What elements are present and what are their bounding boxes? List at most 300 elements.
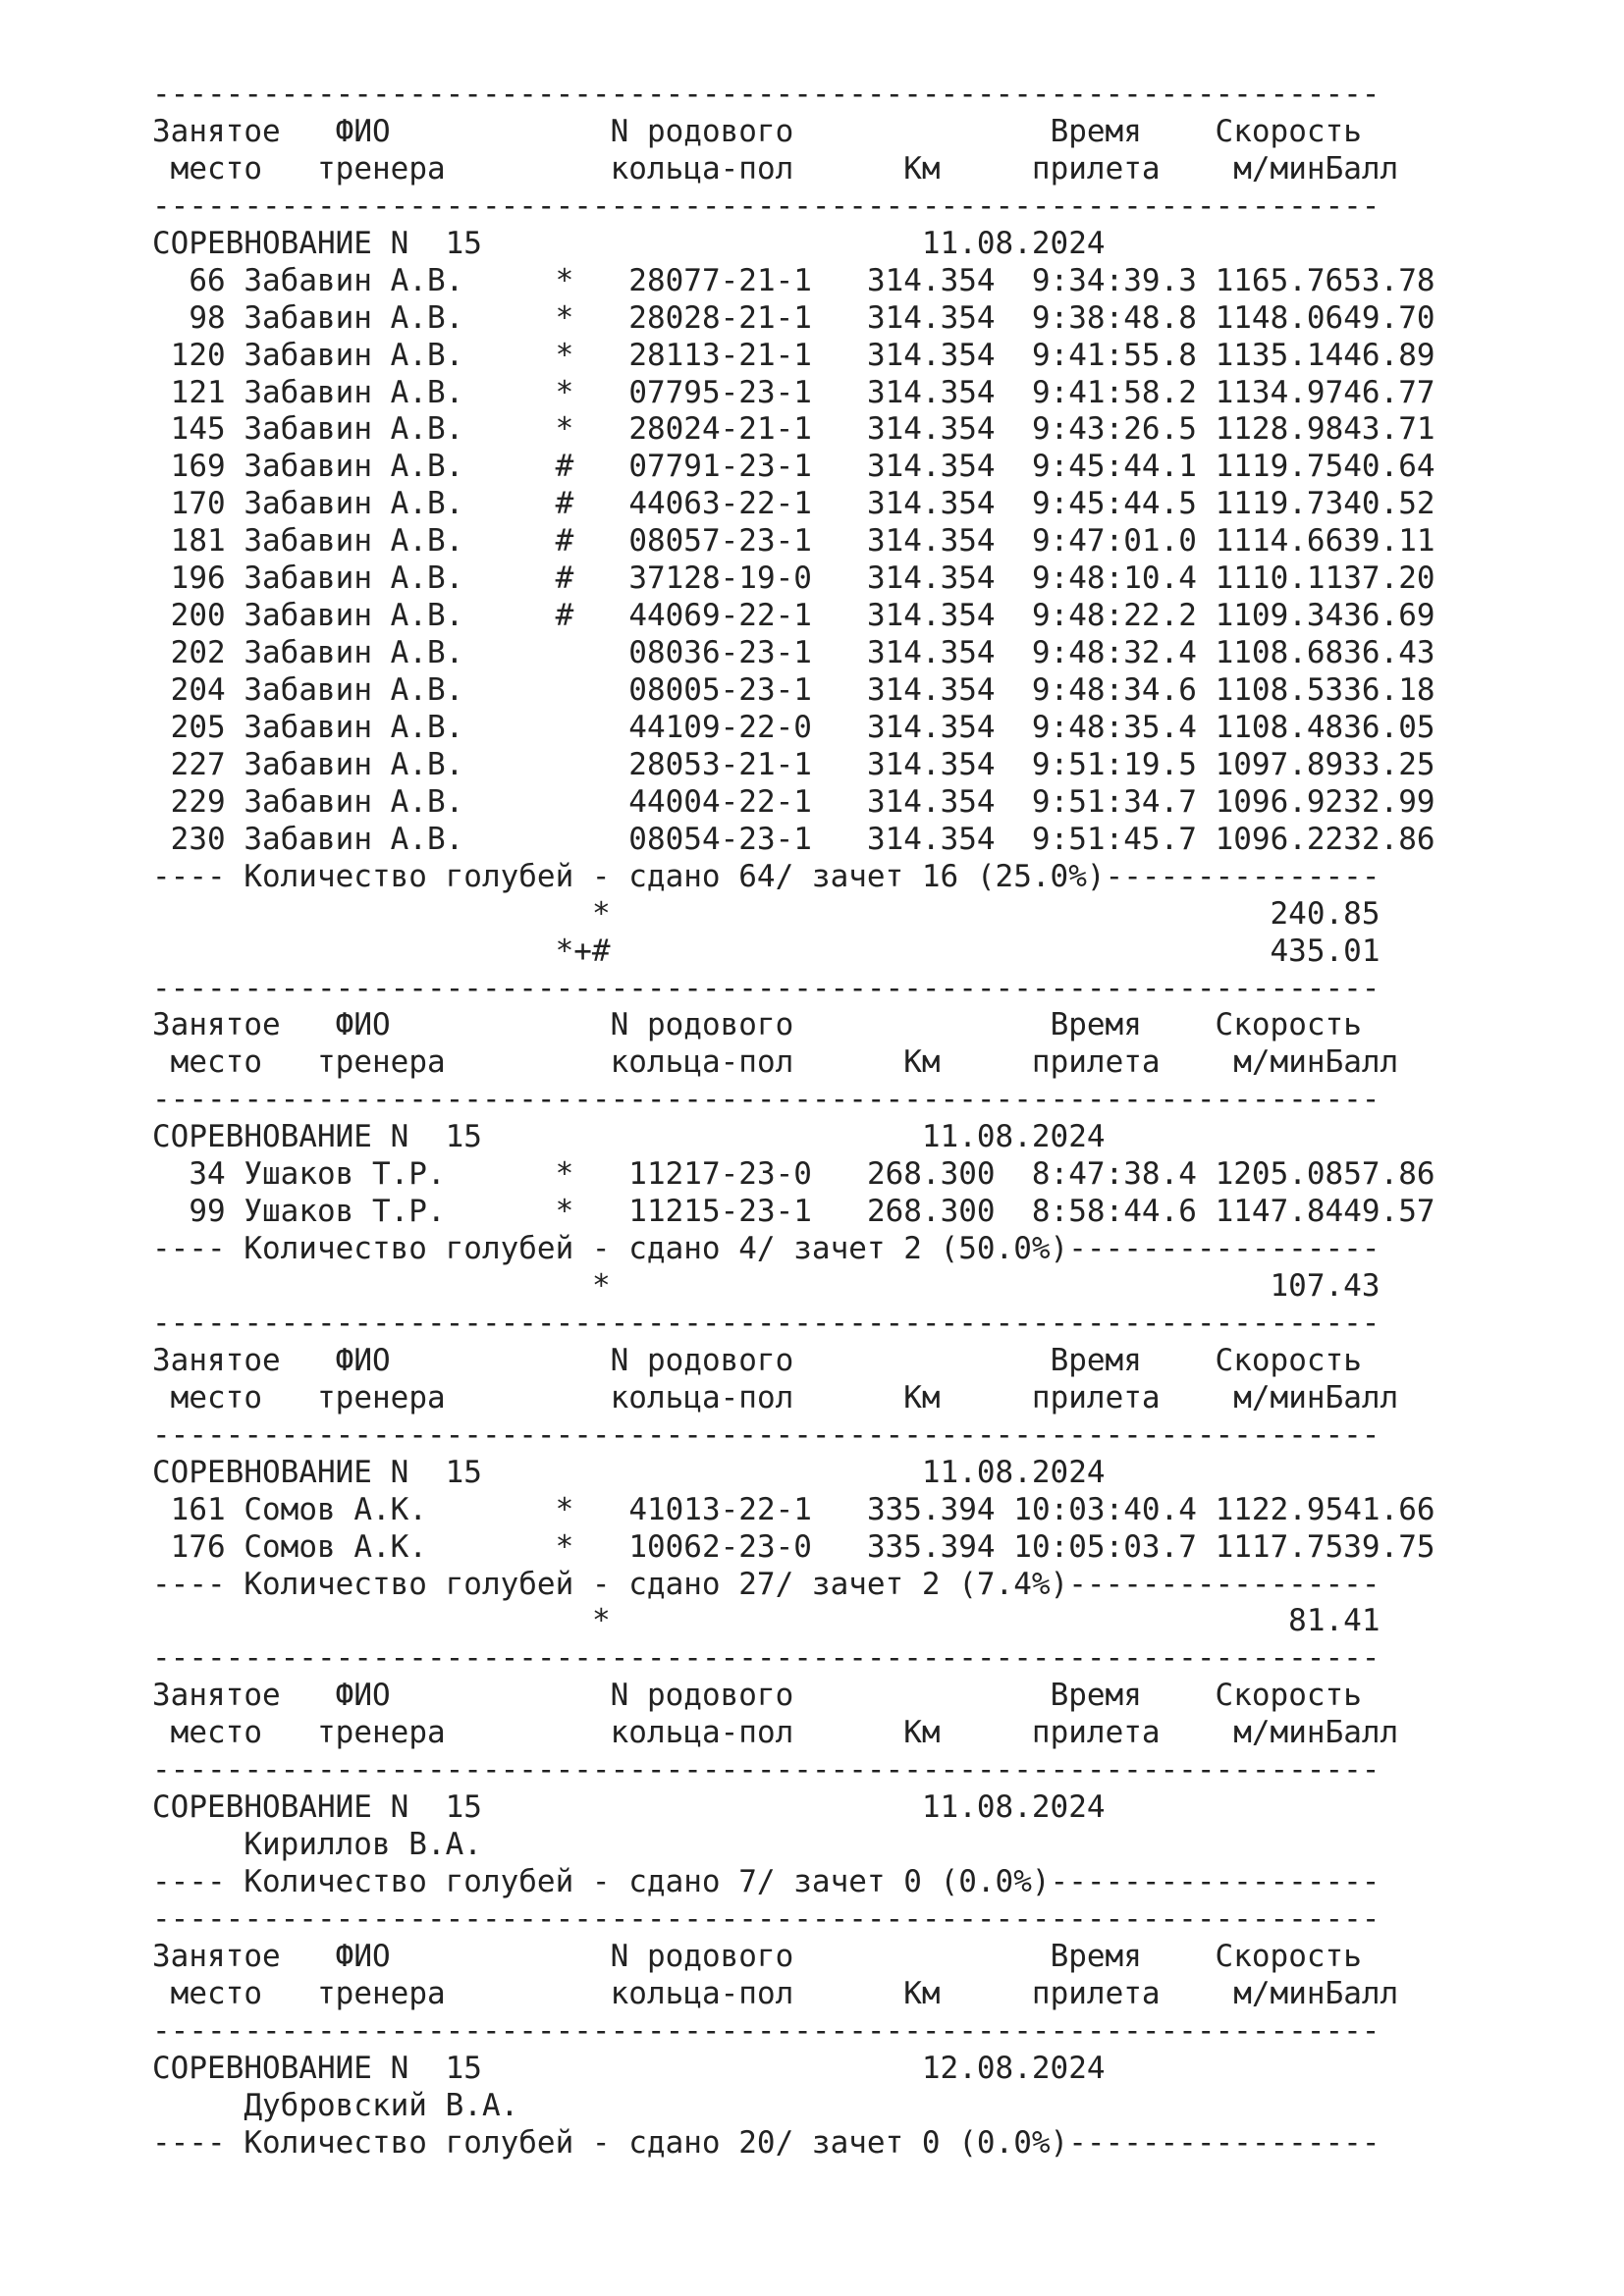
place-cell: 169 xyxy=(170,449,226,485)
count-value: сдано 27/ зачет 2 (7.4%) xyxy=(628,1566,1069,1602)
col-speed-label: м/мин xyxy=(1233,1379,1326,1415)
time-cell: 9:51:34.7 xyxy=(1031,783,1197,820)
dash-rule: ------------------------------------------------------------------- xyxy=(152,77,1380,112)
score-cell: 39.11 xyxy=(1343,523,1435,560)
table-row xyxy=(152,523,1435,561)
ring-cell: 44069-22-1 xyxy=(628,598,812,634)
speed-cell: 1108.68 xyxy=(1215,635,1344,671)
trainer-name: Кириллов В.А. xyxy=(244,1827,482,1863)
competition-title: СОРЕВНОВАНИЕ N 15 xyxy=(152,1454,482,1490)
km-cell: 314.354 xyxy=(866,449,996,485)
mark-cell: * xyxy=(555,374,574,410)
mark-cell: * xyxy=(555,1528,574,1565)
speed-cell: 1114.66 xyxy=(1215,523,1344,560)
col-km-label: Км xyxy=(903,1379,941,1415)
time-cell: 8:47:38.4 xyxy=(1031,1156,1197,1193)
time-cell: 9:41:55.8 xyxy=(1031,337,1197,373)
col-speed-label: Скорость xyxy=(1215,1938,1362,1974)
count-prefix: ---- Количество голубей - xyxy=(152,2124,629,2161)
time-cell: 9:41:58.2 xyxy=(1031,374,1197,410)
col-name-label: тренера xyxy=(317,150,446,187)
table-row xyxy=(152,300,1435,338)
col-name-label: тренера xyxy=(317,1715,446,1751)
trainer-line xyxy=(152,2088,1435,2125)
ring-cell: 28024-21-1 xyxy=(628,411,812,448)
place-cell: 170 xyxy=(170,486,226,522)
competition-title: СОРЕВНОВАНИЕ N 15 xyxy=(152,1789,482,1826)
trainer-cell: Забавин А.В. xyxy=(244,635,464,671)
count-prefix: ---- Количество голубей - xyxy=(152,1566,629,1602)
score-cell: 40.52 xyxy=(1343,486,1435,522)
table-row xyxy=(152,672,1435,710)
col-place-label: место xyxy=(170,1044,262,1081)
competition-date: 11.08.2024 xyxy=(921,225,1106,261)
trainer-name: Дубровский В.А. xyxy=(244,2087,519,2123)
dash-rule: ------------------------------------------------------------------- xyxy=(152,970,1380,1006)
score-cell: 40.64 xyxy=(1343,449,1435,485)
km-cell: 335.394 xyxy=(866,1491,996,1527)
table-row xyxy=(152,338,1435,375)
table-row xyxy=(152,1529,1435,1567)
total-value: 81.41 xyxy=(1288,1603,1380,1639)
count-prefix: ---- Количество голубей - xyxy=(152,1864,629,1899)
speed-cell: 1097.89 xyxy=(1215,746,1344,782)
time-cell: 9:48:22.2 xyxy=(1031,598,1197,634)
time-cell: 10:03:40.4 xyxy=(1013,1491,1197,1527)
competition-line xyxy=(152,1789,1435,1827)
score-cell: 33.25 xyxy=(1343,746,1435,782)
competition-date: 11.08.2024 xyxy=(921,1119,1106,1155)
total-label: *+# xyxy=(555,933,611,969)
speed-cell: 1096.92 xyxy=(1215,783,1344,820)
km-cell: 314.354 xyxy=(866,486,996,522)
col-km-label: Км xyxy=(903,1044,941,1081)
competition-date: 12.08.2024 xyxy=(921,2050,1106,2086)
col-speed-label: Скорость xyxy=(1215,1342,1362,1378)
trainer-cell: Забавин А.В. xyxy=(244,449,464,485)
competition-line xyxy=(152,1455,1435,1492)
speed-cell: 1119.73 xyxy=(1215,486,1344,522)
km-cell: 314.354 xyxy=(866,374,996,410)
time-cell: 9:38:48.8 xyxy=(1031,299,1197,336)
divider xyxy=(152,1752,1435,1789)
ring-cell: 08005-23-1 xyxy=(628,672,812,708)
km-cell: 335.394 xyxy=(866,1528,996,1565)
ring-cell: 08057-23-1 xyxy=(628,523,812,560)
time-cell: 8:58:44.6 xyxy=(1031,1194,1197,1230)
col-score-label: Балл xyxy=(1325,1975,1399,2011)
ring-cell: 44004-22-1 xyxy=(628,783,812,820)
dash-rule: ------------------------------------------------------------------- xyxy=(152,1752,1380,1789)
ring-cell: 28077-21-1 xyxy=(628,262,812,298)
count-trailing-dashes: ------------------ xyxy=(1050,1864,1380,1899)
dash-rule: ------------------------------------------------------------------- xyxy=(152,187,1380,224)
col-ring-label: кольца-пол xyxy=(610,1044,794,1081)
ring-cell: 44063-22-1 xyxy=(628,486,812,522)
col-km-label: Км xyxy=(903,150,941,187)
divider xyxy=(152,971,1435,1008)
mark-cell: # xyxy=(555,561,574,597)
table-row xyxy=(152,710,1435,747)
speed-cell: 1135.14 xyxy=(1215,337,1344,373)
col-ring-label: N родового xyxy=(610,1938,794,1974)
count-value: сдано 7/ зачет 0 (0.0%) xyxy=(628,1864,1051,1899)
pigeon-count-line xyxy=(152,859,1435,896)
speed-cell: 1128.98 xyxy=(1215,411,1344,448)
score-cell: 43.71 xyxy=(1343,411,1435,448)
km-cell: 314.354 xyxy=(866,635,996,671)
col-km-label: Км xyxy=(903,1975,941,2011)
count-prefix: ---- Количество голубей - xyxy=(152,1231,629,1267)
column-header-row-2 xyxy=(152,151,1435,188)
speed-cell: 1122.95 xyxy=(1215,1491,1344,1527)
km-cell: 268.300 xyxy=(866,1156,996,1193)
score-cell: 49.70 xyxy=(1343,299,1435,336)
trainer-cell: Забавин А.В. xyxy=(244,821,464,857)
table-row xyxy=(152,449,1435,486)
table-row xyxy=(152,822,1435,859)
col-name-label: тренера xyxy=(317,1379,446,1415)
time-cell: 9:48:32.4 xyxy=(1031,635,1197,671)
time-cell: 9:34:39.3 xyxy=(1031,262,1197,298)
ring-cell: 28053-21-1 xyxy=(628,746,812,782)
col-name-label: ФИО xyxy=(335,1007,391,1043)
divider xyxy=(152,77,1435,114)
ring-cell: 07791-23-1 xyxy=(628,449,812,485)
col-score-label: Балл xyxy=(1325,1379,1399,1415)
col-time-label: прилета xyxy=(1031,1715,1161,1751)
divider xyxy=(152,1082,1435,1119)
km-cell: 268.300 xyxy=(866,1194,996,1230)
divider xyxy=(152,188,1435,226)
competition-title: СОРЕВНОВАНИЕ N 15 xyxy=(152,1119,482,1155)
col-time-label: Время xyxy=(1050,1938,1142,1974)
place-cell: 34 xyxy=(189,1156,226,1193)
ring-cell: 11215-23-1 xyxy=(628,1194,812,1230)
place-cell: 66 xyxy=(189,262,226,298)
score-cell: 46.77 xyxy=(1343,374,1435,410)
col-ring-label: кольца-пол xyxy=(610,1715,794,1751)
competition-line xyxy=(152,2051,1435,2088)
speed-cell: 1205.08 xyxy=(1215,1156,1344,1193)
time-cell: 9:48:35.4 xyxy=(1031,709,1197,745)
col-place-label: место xyxy=(170,1975,262,2011)
trainer-cell: Забавин А.В. xyxy=(244,262,464,298)
count-trailing-dashes: ----------------- xyxy=(1068,1566,1380,1602)
mark-cell: * xyxy=(555,337,574,373)
time-cell: 9:47:01.0 xyxy=(1031,523,1197,560)
trainer-cell: Забавин А.В. xyxy=(244,411,464,448)
col-km-label: Км xyxy=(903,1715,941,1751)
trainer-cell: Забавин А.В. xyxy=(244,299,464,336)
place-cell: 229 xyxy=(170,783,226,820)
trainer-cell: Забавин А.В. xyxy=(244,374,464,410)
col-ring-label: N родового xyxy=(610,1342,794,1378)
column-header-row-1 xyxy=(152,1343,1435,1380)
place-cell: 205 xyxy=(170,709,226,745)
place-cell: 200 xyxy=(170,598,226,634)
ring-cell: 44109-22-0 xyxy=(628,709,812,745)
col-place-label: Занятое xyxy=(152,113,281,149)
col-place-label: место xyxy=(170,150,262,187)
total-line xyxy=(152,934,1435,971)
trainer-line xyxy=(152,1827,1435,1864)
col-speed-label: м/мин xyxy=(1233,1975,1326,2011)
count-value: сдано 4/ зачет 2 (50.0%) xyxy=(628,1231,1069,1267)
place-cell: 227 xyxy=(170,746,226,782)
ring-cell: 11217-23-0 xyxy=(628,1156,812,1193)
ring-cell: 28028-21-1 xyxy=(628,299,812,336)
trainer-cell: Сомов А.К. xyxy=(244,1491,427,1527)
column-header-row-1 xyxy=(152,1939,1435,1976)
dash-rule: ------------------------------------------------------------------- xyxy=(152,1305,1380,1341)
ring-cell: 10062-23-0 xyxy=(628,1528,812,1565)
col-time-label: прилета xyxy=(1031,1975,1161,2011)
col-place-label: Занятое xyxy=(152,1938,281,1974)
table-row xyxy=(152,1194,1435,1231)
col-score-label: Балл xyxy=(1325,1715,1399,1751)
col-speed-label: Скорость xyxy=(1215,113,1362,149)
column-header-row-1 xyxy=(152,1678,1435,1715)
ring-cell: 08054-23-1 xyxy=(628,821,812,857)
col-time-label: прилета xyxy=(1031,1044,1161,1081)
speed-cell: 1147.84 xyxy=(1215,1194,1344,1230)
count-value: сдано 20/ зачет 0 (0.0%) xyxy=(628,2124,1069,2161)
total-label: * xyxy=(591,1268,611,1304)
time-cell: 9:51:19.5 xyxy=(1031,746,1197,782)
trainer-cell: Забавин А.В. xyxy=(244,561,464,597)
trainer-cell: Ушаков Т.Р. xyxy=(244,1194,446,1230)
score-cell: 53.78 xyxy=(1343,262,1435,298)
mark-cell: # xyxy=(555,598,574,634)
col-time-label: Время xyxy=(1050,1678,1142,1714)
trainer-cell: Сомов А.К. xyxy=(244,1528,427,1565)
total-line xyxy=(152,896,1435,934)
col-speed-label: Скорость xyxy=(1215,1007,1362,1043)
col-time-label: Время xyxy=(1050,1007,1142,1043)
trainer-cell: Забавин А.В. xyxy=(244,783,464,820)
col-ring-label: N родового xyxy=(610,1007,794,1043)
score-cell: 36.05 xyxy=(1343,709,1435,745)
dash-rule: ------------------------------------------------------------------- xyxy=(152,1416,1380,1453)
dash-rule: ------------------------------------------------------------------- xyxy=(152,1900,1380,1937)
km-cell: 314.354 xyxy=(866,821,996,857)
score-cell: 36.43 xyxy=(1343,635,1435,671)
mark-cell: * xyxy=(555,411,574,448)
speed-cell: 1134.97 xyxy=(1215,374,1344,410)
ring-cell: 07795-23-1 xyxy=(628,374,812,410)
speed-cell: 1109.34 xyxy=(1215,598,1344,634)
column-header-row-2 xyxy=(152,1380,1435,1417)
score-cell: 36.18 xyxy=(1343,672,1435,708)
speed-cell: 1096.22 xyxy=(1215,821,1344,857)
col-place-label: Занятое xyxy=(152,1007,281,1043)
km-cell: 314.354 xyxy=(866,299,996,336)
column-header-row-1 xyxy=(152,114,1435,151)
ring-cell: 08036-23-1 xyxy=(628,635,812,671)
col-name-label: ФИО xyxy=(335,1678,391,1714)
col-speed-label: м/мин xyxy=(1233,150,1326,187)
mark-cell: # xyxy=(555,523,574,560)
divider xyxy=(152,2013,1435,2051)
place-cell: 176 xyxy=(170,1528,226,1565)
table-row xyxy=(152,598,1435,635)
ring-cell: 37128-19-0 xyxy=(628,561,812,597)
table-row xyxy=(152,375,1435,412)
competition-date: 11.08.2024 xyxy=(921,1789,1106,1826)
place-cell: 98 xyxy=(189,299,226,336)
table-row xyxy=(152,635,1435,672)
speed-cell: 1119.75 xyxy=(1215,449,1344,485)
pigeon-count-line xyxy=(152,1231,1435,1268)
ring-cell: 28113-21-1 xyxy=(628,337,812,373)
place-cell: 196 xyxy=(170,561,226,597)
trainer-cell: Ушаков Т.Р. xyxy=(244,1156,446,1193)
score-cell: 36.69 xyxy=(1343,598,1435,634)
col-name-label: тренера xyxy=(317,1975,446,2011)
place-cell: 99 xyxy=(189,1194,226,1230)
competition-title: СОРЕВНОВАНИЕ N 15 xyxy=(152,225,482,261)
total-label: * xyxy=(591,895,611,932)
km-cell: 314.354 xyxy=(866,523,996,560)
speed-cell: 1108.53 xyxy=(1215,672,1344,708)
km-cell: 314.354 xyxy=(866,337,996,373)
col-time-label: прилета xyxy=(1031,150,1161,187)
score-cell: 32.86 xyxy=(1343,821,1435,857)
col-speed-label: Скорость xyxy=(1215,1678,1362,1714)
table-row xyxy=(152,784,1435,822)
divider xyxy=(152,1306,1435,1343)
trainer-cell: Забавин А.В. xyxy=(244,709,464,745)
place-cell: 181 xyxy=(170,523,226,560)
place-cell: 204 xyxy=(170,672,226,708)
trainer-cell: Забавин А.В. xyxy=(244,486,464,522)
score-cell: 57.86 xyxy=(1343,1156,1435,1193)
col-place-label: Занятое xyxy=(152,1678,281,1714)
column-header-row-2 xyxy=(152,1044,1435,1082)
divider xyxy=(152,1901,1435,1939)
score-cell: 41.66 xyxy=(1343,1491,1435,1527)
total-label: * xyxy=(591,1603,611,1639)
trainer-cell: Забавин А.В. xyxy=(244,598,464,634)
km-cell: 314.354 xyxy=(866,561,996,597)
col-speed-label: м/мин xyxy=(1233,1044,1326,1081)
time-cell: 9:51:45.7 xyxy=(1031,821,1197,857)
mark-cell: * xyxy=(555,1194,574,1230)
table-row xyxy=(152,411,1435,449)
time-cell: 9:45:44.1 xyxy=(1031,449,1197,485)
col-ring-label: N родового xyxy=(610,1678,794,1714)
speed-cell: 1110.11 xyxy=(1215,561,1344,597)
count-trailing-dashes: ----------------- xyxy=(1068,2124,1380,2161)
place-cell: 161 xyxy=(170,1491,226,1527)
divider xyxy=(152,1417,1435,1455)
column-header-row-2 xyxy=(152,1976,1435,2013)
total-line xyxy=(152,1268,1435,1306)
km-cell: 314.354 xyxy=(866,746,996,782)
col-ring-label: N родового xyxy=(610,113,794,149)
dash-rule: ------------------------------------------------------------------- xyxy=(152,2012,1380,2049)
count-prefix: ---- Количество голубей - xyxy=(152,858,629,894)
mark-cell: * xyxy=(555,299,574,336)
time-cell: 9:45:44.5 xyxy=(1031,486,1197,522)
pigeon-count-line xyxy=(152,1864,1435,1901)
km-cell: 314.354 xyxy=(866,262,996,298)
count-trailing-dashes: --------------- xyxy=(1105,858,1380,894)
col-time-label: Время xyxy=(1050,113,1142,149)
trainer-cell: Забавин А.В. xyxy=(244,523,464,560)
col-name-label: ФИО xyxy=(335,1342,391,1378)
mark-cell: # xyxy=(555,486,574,522)
col-ring-label: кольца-пол xyxy=(610,150,794,187)
trainer-cell: Забавин А.В. xyxy=(244,672,464,708)
total-value: 107.43 xyxy=(1270,1268,1380,1304)
total-value: 435.01 xyxy=(1270,933,1380,969)
competition-title: СОРЕВНОВАНИЕ N 15 xyxy=(152,2050,482,2086)
competition-line xyxy=(152,226,1435,263)
table-row xyxy=(152,561,1435,598)
col-place-label: место xyxy=(170,1379,262,1415)
mark-cell: * xyxy=(555,1156,574,1193)
km-cell: 314.354 xyxy=(866,783,996,820)
col-name-label: тренера xyxy=(317,1044,446,1081)
score-cell: 32.99 xyxy=(1343,783,1435,820)
place-cell: 145 xyxy=(170,411,226,448)
trainer-cell: Забавин А.В. xyxy=(244,746,464,782)
dash-rule: ------------------------------------------------------------------- xyxy=(152,1640,1380,1677)
place-cell: 202 xyxy=(170,635,226,671)
place-cell: 121 xyxy=(170,374,226,410)
table-row xyxy=(152,1492,1435,1529)
pigeon-count-line xyxy=(152,2125,1435,2163)
speed-cell: 1117.75 xyxy=(1215,1528,1344,1565)
results-report xyxy=(152,77,1435,2163)
speed-cell: 1108.48 xyxy=(1215,709,1344,745)
score-cell: 49.57 xyxy=(1343,1194,1435,1230)
total-value: 240.85 xyxy=(1270,895,1380,932)
time-cell: 9:43:26.5 xyxy=(1031,411,1197,448)
total-line xyxy=(152,1603,1435,1640)
count-value: сдано 64/ зачет 16 (25.0%) xyxy=(628,858,1106,894)
col-time-label: Время xyxy=(1050,1342,1142,1378)
col-score-label: Балл xyxy=(1325,1044,1399,1081)
competition-line xyxy=(152,1119,1435,1156)
mark-cell: * xyxy=(555,262,574,298)
column-header-row-1 xyxy=(152,1007,1435,1044)
col-time-label: прилета xyxy=(1031,1379,1161,1415)
mark-cell: * xyxy=(555,1491,574,1527)
trainer-cell: Забавин А.В. xyxy=(244,337,464,373)
km-cell: 314.354 xyxy=(866,411,996,448)
score-cell: 46.89 xyxy=(1343,337,1435,373)
col-ring-label: кольца-пол xyxy=(610,1975,794,2011)
score-cell: 37.20 xyxy=(1343,561,1435,597)
km-cell: 314.354 xyxy=(866,598,996,634)
divider xyxy=(152,1640,1435,1678)
table-row xyxy=(152,263,1435,300)
score-cell: 39.75 xyxy=(1343,1528,1435,1565)
col-speed-label: м/мин xyxy=(1233,1715,1326,1751)
place-cell: 120 xyxy=(170,337,226,373)
table-row xyxy=(152,1156,1435,1194)
col-name-label: ФИО xyxy=(335,113,391,149)
competition-date: 11.08.2024 xyxy=(921,1454,1106,1490)
time-cell: 9:48:10.4 xyxy=(1031,561,1197,597)
km-cell: 314.354 xyxy=(866,672,996,708)
table-row xyxy=(152,747,1435,784)
dash-rule: ------------------------------------------------------------------- xyxy=(152,1082,1380,1118)
col-ring-label: кольца-пол xyxy=(610,1379,794,1415)
